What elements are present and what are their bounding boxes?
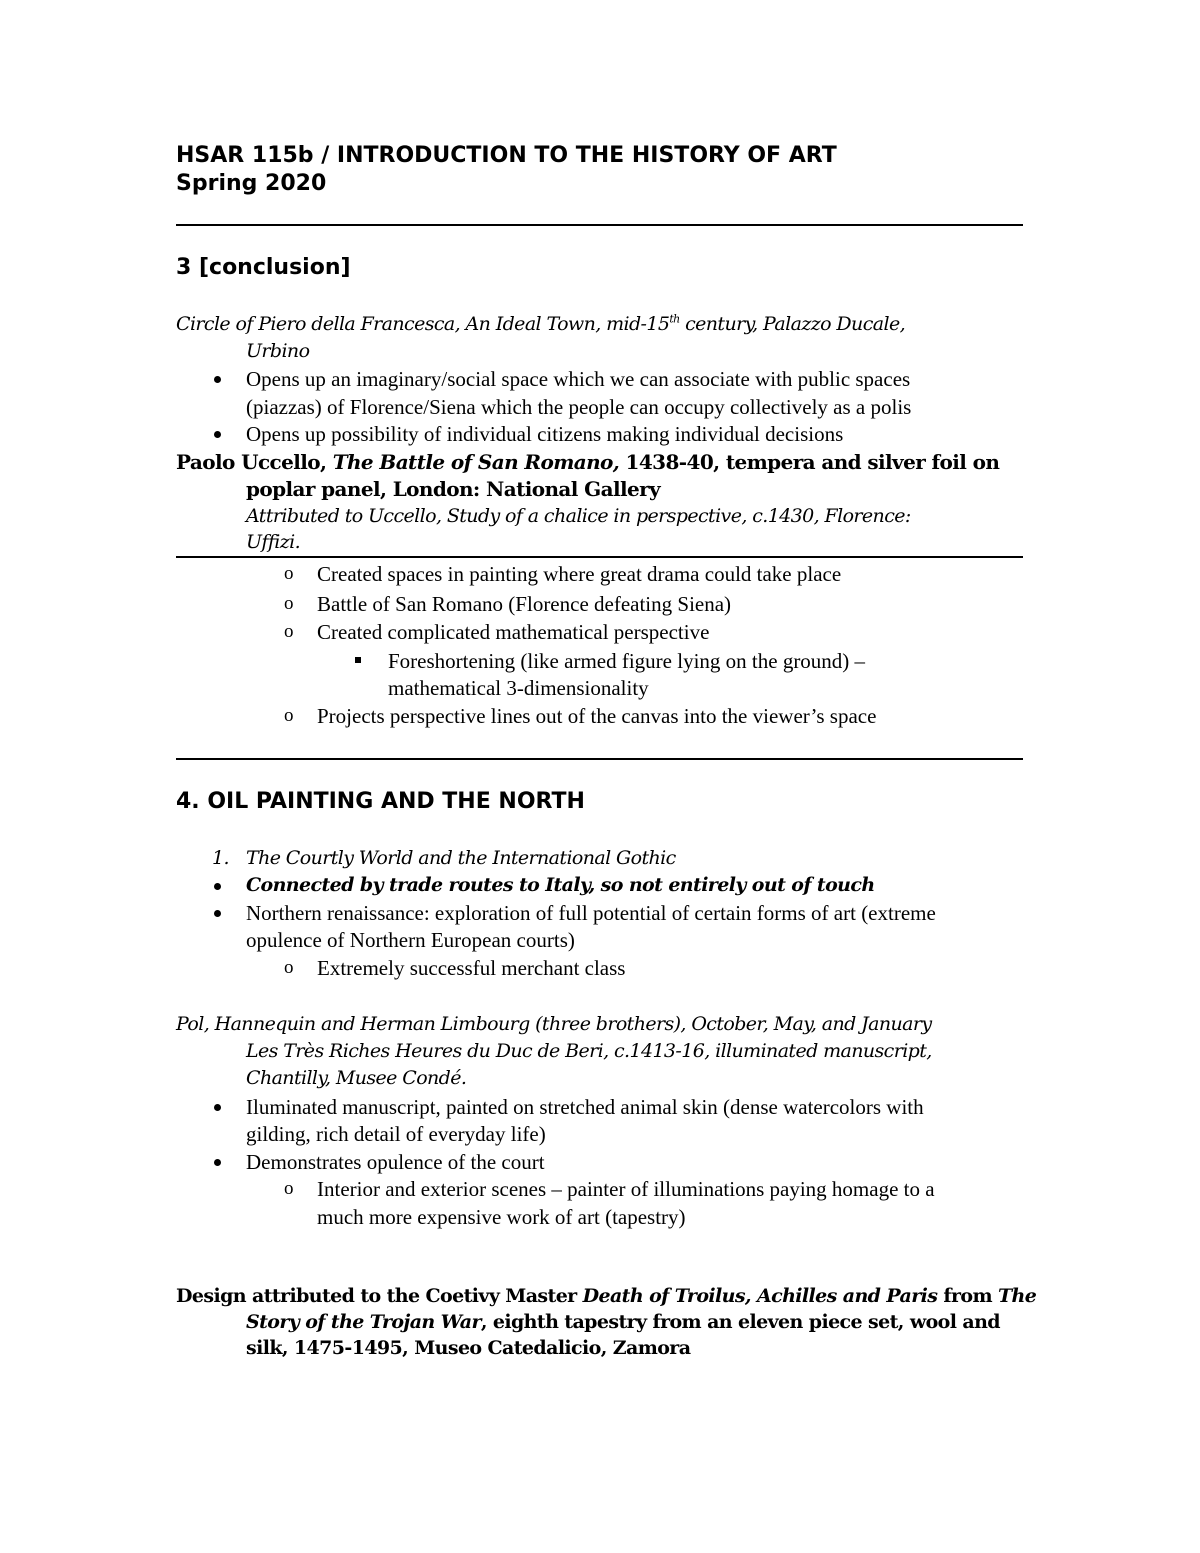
point-text: Created complicated mathematical perspective (317, 620, 710, 644)
citation-text: Circle of Piero della Francesca, An Ideal Town, mid-15 (176, 313, 670, 335)
study-citation: Attributed to Uccello, Study of a chalice in perspective, c.1430, Florence: (246, 505, 911, 527)
open-bullet-icon: o (284, 957, 294, 978)
bullet-icon (214, 883, 221, 890)
bullet-text: Opens up possibility of individual citizens making individual decisions (246, 422, 844, 446)
square-bullet-icon (355, 657, 361, 663)
citation-text: , eighth tapestry from an eleven piece set, wool and (480, 1311, 1000, 1333)
horizontal-rule (176, 224, 1023, 226)
artwork-citation (176, 1285, 1036, 1307)
bullet-icon (214, 431, 221, 438)
horizontal-rule (176, 556, 1023, 558)
course-term: Spring 2020 (176, 171, 327, 196)
subpoint-text: Foreshortening (like armed figure lying on the ground) – (388, 649, 866, 673)
point-text: much more expensive work of art (tapestry) (317, 1205, 686, 1229)
bullet-icon (214, 1104, 221, 1111)
artwork-citation-cont (246, 1311, 1000, 1333)
open-bullet-icon: o (284, 621, 294, 642)
bullet-text: Iluminated manuscript, painted on stretched animal skin (dense watercolors with (246, 1095, 924, 1119)
artwork-title: The (997, 1285, 1037, 1307)
bullet-text: opulence of Northern European courts) (246, 928, 575, 952)
citation-text: century, Palazzo Ducale, (679, 313, 906, 335)
artwork-title: Story of the Trojan War (246, 1311, 481, 1333)
section-heading: 3 [conclusion] (176, 255, 351, 280)
superscript: th (669, 312, 680, 326)
bullet-text: (piazzas) of Florence/Siena which the people can occupy collectively as a polis (246, 395, 912, 419)
bullet-text: gilding, rich detail of everyday life) (246, 1122, 546, 1146)
subpoint-text: mathematical 3-dimensionality (388, 676, 649, 700)
artwork-title: Death of Troilus, Achilles and Paris (582, 1285, 938, 1307)
open-bullet-icon: o (284, 593, 294, 614)
artwork-citation-cont: silk, 1475-1495, Museo Catedalicio, Zamora (246, 1337, 691, 1359)
bullet-text: Opens up an imaginary/social space which we can associate with public spaces (246, 367, 911, 391)
numbered-item: The Courtly World and the International Gothic (246, 847, 676, 869)
artwork-citation-cont: poplar panel, London: National Gallery (246, 477, 661, 501)
bullet-icon (214, 1159, 221, 1166)
artwork-citation-cont: Urbino (246, 340, 310, 362)
bullet-text: Connected by trade routes to Italy, so not entirely out of touch (246, 874, 875, 896)
point-text: Projects perspective lines out of the canvas into the viewer’s space (317, 704, 877, 728)
list-number: 1. (212, 847, 229, 869)
course-title: HSAR 115b / INTRODUCTION TO THE HISTORY OF ART (176, 143, 837, 168)
bullet-text: Northern renaissance: exploration of full potential of certain forms of art (extreme (246, 901, 936, 925)
artwork-citation (176, 313, 905, 335)
bullet-icon (214, 376, 221, 383)
study-citation-cont: Uffizi. (246, 531, 301, 553)
artwork-citation (176, 450, 999, 474)
point-text: Created spaces in painting where great drama could take place (317, 562, 842, 586)
open-bullet-icon: o (284, 705, 294, 726)
artwork-citation-cont: Les Très Riches Heures du Duc de Beri, c.1413-16, illuminated manuscript, (246, 1040, 932, 1062)
bullet-icon (214, 910, 221, 917)
citation-text: Design attributed to the Coetivy Master (176, 1285, 583, 1307)
artwork-title: The Battle of San Romano, (332, 450, 620, 474)
open-bullet-icon: o (284, 1178, 294, 1199)
horizontal-rule (176, 758, 1023, 760)
section-heading: 4. OIL PAINTING AND THE NORTH (176, 789, 585, 814)
artwork-citation-cont: Chantilly, Musee Condé. (246, 1067, 467, 1089)
artwork-citation: Pol, Hannequin and Herman Limbourg (three brothers), October, May, and January (176, 1013, 932, 1035)
open-bullet-icon: o (284, 563, 294, 584)
citation-text: from (937, 1285, 998, 1307)
artist-name: Paolo Uccello, (176, 450, 333, 474)
point-text: Battle of San Romano (Florence defeating Siena) (317, 592, 732, 616)
bullet-text: Demonstrates opulence of the court (246, 1150, 545, 1174)
artwork-details: 1438-40, tempera and silver foil on (619, 450, 1000, 474)
point-text: Interior and exterior scenes – painter of illuminations paying homage to a (317, 1177, 935, 1201)
point-text: Extremely successful merchant class (317, 956, 626, 980)
